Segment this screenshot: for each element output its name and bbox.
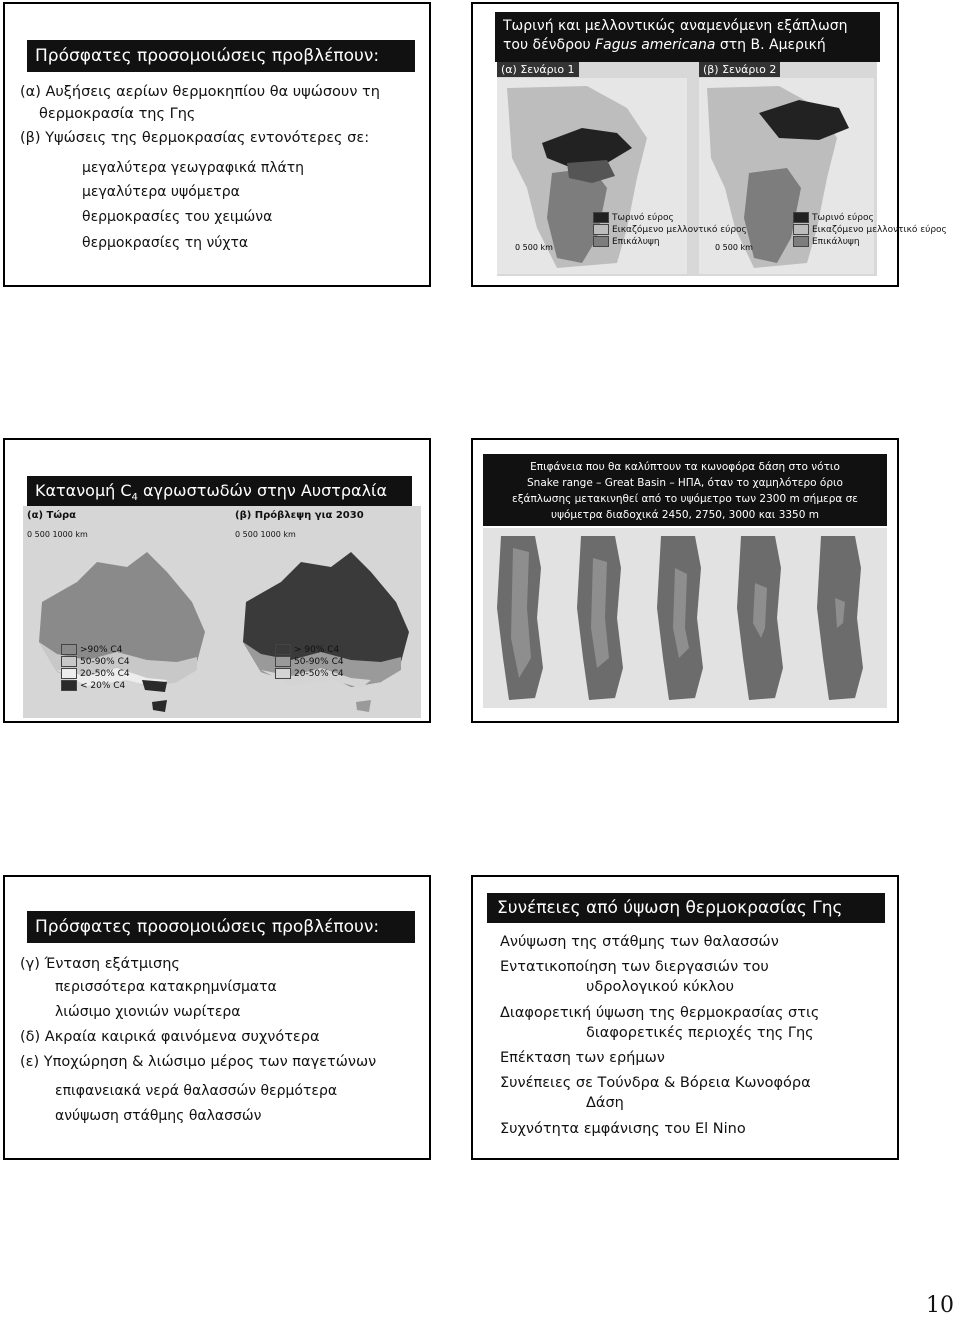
slide-5-subitem: περισσότερα κατακρημνίσματα: [55, 979, 277, 995]
scale-label: 0 500 km: [715, 243, 753, 252]
slide-2: [471, 2, 947, 287]
page-number: 10: [926, 1293, 954, 1318]
na-map-figure: [497, 62, 947, 276]
panel-b-label: (β) Πρόβλεψη για 2030: [235, 510, 364, 521]
slide-5-subitem: επιφανειακά νερά θαλασσών θερμότερα: [55, 1083, 338, 1099]
slide-2-title: Τωρινή και μελλοντικώς αναμενόμενη εξάπλωση του δένδρου Fagus americana στη Β. Αμερική: [495, 12, 880, 62]
australia-map-2030: [231, 542, 421, 717]
legend-2030: > 90% C4 50-90% C4 20-50% C4: [275, 644, 344, 680]
slide-6-line: διαφορετικές περιοχές της Γης: [586, 1025, 814, 1041]
slide-1-subitem: θερμοκρασίες του χειμώνα: [82, 209, 273, 225]
panel-b-label: (β) Σενάριο 2: [699, 62, 780, 77]
scale-label: 0 500 1000 km: [27, 530, 88, 539]
scale-label: 0 500 1000 km: [235, 530, 296, 539]
australia-figure: [23, 506, 421, 718]
slide-1-subitem: μεγαλύτερα γεωγραφικά πλάτη: [82, 160, 305, 176]
slide-3: [3, 438, 431, 723]
panel-a-label: (α) Σενάριο 1: [497, 62, 579, 77]
slide-5: [3, 875, 431, 1160]
snake-range-maps: [483, 528, 887, 708]
scale-label: 0 500 km: [515, 243, 553, 252]
slide-6-line: Ανύψωση της στάθμης των θαλασσών: [500, 934, 779, 950]
slide-5-item-c: (γ) Ένταση εξάτμισης: [20, 956, 180, 972]
slide-6-line: Δάση: [586, 1095, 624, 1111]
slide-6-line: Εντατικοποίηση των διεργασιών του: [500, 959, 769, 975]
slide-6-line: Επέκταση των ερήμων: [500, 1050, 665, 1066]
slide-1-item-a: (α) Αυξήσεις αερίων θερμοκηπίου θα υψώσουν τη: [20, 84, 380, 100]
slide-1-item-a-cont: θερμοκρασία της Γης: [39, 106, 196, 122]
slide-5-subitem: λιώσιμο χιονιών νωρίτερα: [55, 1004, 241, 1020]
slide-6-line: Συνέπειες σε Τούνδρα & Βόρεια Κωνοφόρα: [500, 1075, 811, 1091]
slide-1-title: Πρόσφατες προσομοιώσεις προβλέπουν:: [27, 40, 415, 72]
slide-4-title: Επιφάνεια που θα καλύπτουν τα κωνοφόρα δάση στο νότιο Snake range – Great Basin – ΗΠΑ, όταν το χαμηλότερο όριο εξάπλωσης μετακινηθεί από το υψόμετρο των 2300 m σήμερα σε υψόμετρα διαδοχικά 2450, 2750, 3000 και 3350 m: [483, 454, 887, 526]
slide-1: [3, 2, 431, 287]
slide-6-line: υδρολογικού κύκλου: [586, 979, 735, 995]
slide-1-item-b: (β) Υψώσεις της θερμοκρασίας εντονότερες σε:: [20, 130, 370, 146]
legend-scenario-2: Τωρινό εύρος Εικαζόμενο μελλοντικό εύρος Επικάλυψη: [793, 212, 947, 248]
slide-1-subitem: θερμοκρασίες τη νύχτα: [82, 235, 249, 251]
panel-a-label: (α) Τώρα: [27, 510, 77, 521]
slide-1-subitem: μεγαλύτερα υψόμετρα: [82, 184, 240, 200]
legend-scenario-1: Τωρινό εύρος Εικαζόμενο μελλοντικό εύρος Επικάλυψη: [593, 212, 747, 248]
slide-5-title: Πρόσφατες προσομοιώσεις προβλέπουν:: [27, 911, 415, 943]
slide-6-line: Συχνότητα εμφάνισης του El Nino: [500, 1121, 746, 1137]
slide-6: [471, 875, 899, 1160]
slide-5-item-d: (δ) Ακραία καιρικά φαινόμενα συχνότερα: [20, 1029, 320, 1045]
slide-6-line: Διαφορετική ύψωση της θερμοκρασίας στις: [500, 1005, 820, 1021]
slide-3-title: Κατανομή $C_4$ αγρωστωδών στην Αυστραλία: [27, 476, 412, 506]
legend-now: >90% C4 50-90% C4 20-50% C4 < 20% C4: [61, 644, 130, 692]
slide-5-item-e: (ε) Υποχώρηση & λιώσιμο μέρος των παγετώνων: [20, 1054, 377, 1070]
slide-6-title: Συνέπειες από ύψωση θερμοκρασίας Γης: [487, 893, 885, 923]
slide-5-subitem: ανύψωση στάθμης θαλασσών: [55, 1108, 262, 1124]
slide-4: [471, 438, 899, 723]
